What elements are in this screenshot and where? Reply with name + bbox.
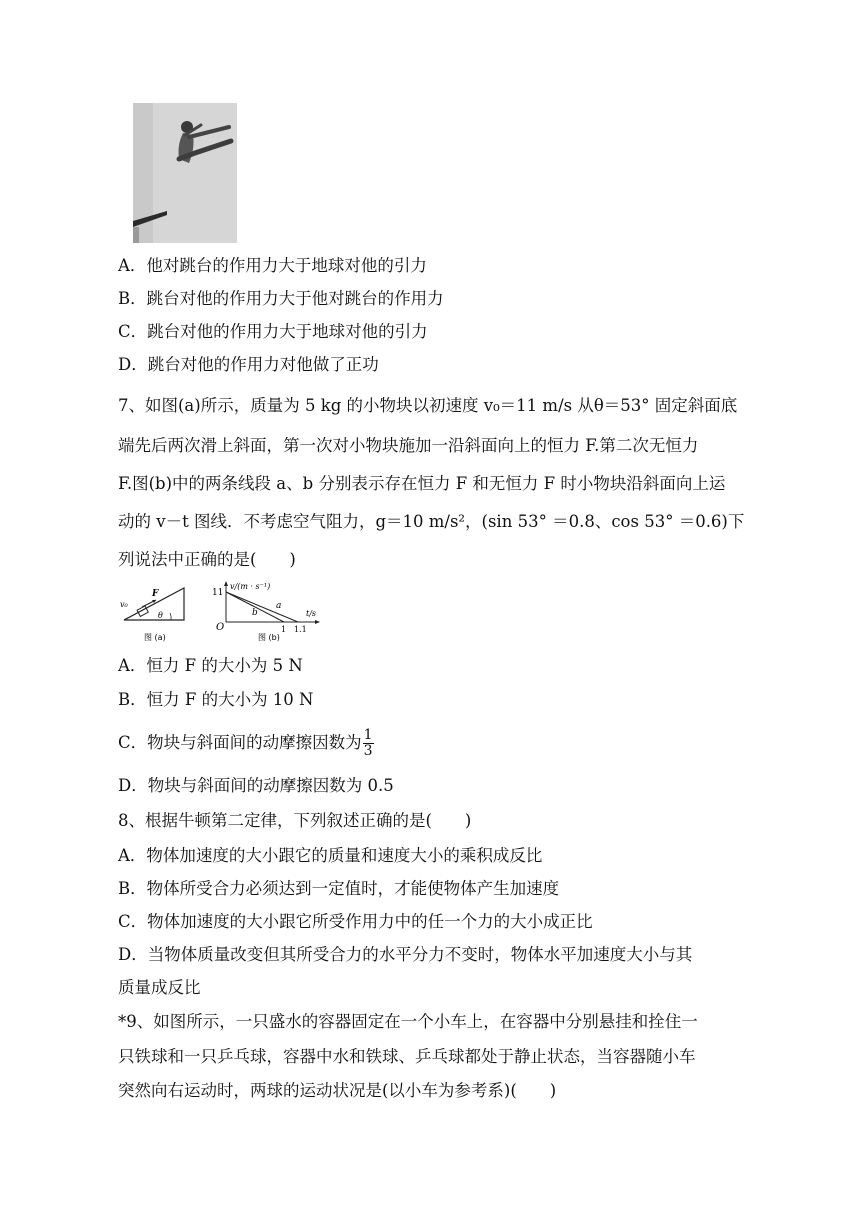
figure-a bbox=[120, 588, 184, 642]
q6-option-a: A．他对跳台的作用力大于地球对他的引力 bbox=[118, 256, 427, 275]
q8-stem: 8、根据牛顿第二定律，下列叙述正确的是( ) bbox=[118, 811, 472, 830]
fig-b-line-b-label: b bbox=[252, 608, 258, 618]
q6-option-d: D．跳台对他的作用力对他做了正功 bbox=[118, 355, 379, 374]
figure-b bbox=[212, 581, 320, 642]
q7-stem-line-5: 列说法中正确的是( ) bbox=[118, 550, 296, 569]
q7-option-a: A．恒力 F 的大小为 5 N bbox=[118, 656, 303, 675]
q9-stem-line-2: 只铁球和一只乒乓球，容器中水和铁球、乒乓球都处于静止状态，当容器随小车 bbox=[118, 1047, 696, 1066]
q7-stem-line-2: 端先后两次滑上斜面，第一次对小物块施加一沿斜面向上的恒力 F.第二次无恒力 bbox=[118, 436, 699, 455]
fig-a-theta-label: θ bbox=[158, 611, 163, 620]
q8-option-b: B．物体所受合力必须达到一定值时，才能使物体产生加速度 bbox=[118, 879, 560, 898]
q8-option-d-continued: 质量成反比 bbox=[118, 978, 201, 997]
fig-b-origin: O bbox=[216, 622, 225, 633]
fraction-numerator: 1 bbox=[363, 727, 373, 743]
fig-a-force-label: F bbox=[152, 589, 159, 599]
q9-stem-line-1: *9、如图所示，一只盛水的容器固定在一个小车上，在容器中分别悬挂和拴住一 bbox=[118, 1012, 698, 1031]
q7-option-d: D．物块与斜面间的动摩擦因数为 0.5 bbox=[118, 776, 394, 795]
fig-b-x11: 1.1 bbox=[294, 625, 307, 634]
q7-stem-line-3: F.图(b)中的两条线段 a、b 分别表示存在恒力 F 和无恒力 F 时小物块沿斜面向上运 bbox=[118, 474, 726, 493]
q7-figure-svg bbox=[118, 580, 338, 646]
q7-option-c-text: C．物块与斜面间的动摩擦因数为 bbox=[118, 733, 362, 752]
diver-photo bbox=[133, 103, 237, 243]
q8-option-c: C．物体加速度的大小跟它所受作用力中的任一个力的大小成正比 bbox=[118, 912, 593, 931]
fig-b-yaxis-label: v/(m · s⁻¹) bbox=[230, 582, 271, 591]
fraction-one-third bbox=[363, 728, 374, 759]
q7-option-b: B．恒力 F 的大小为 10 N bbox=[118, 690, 314, 709]
q8-option-a: A．物体加速度的大小跟它的质量和速度大小的乘积成反比 bbox=[118, 846, 543, 865]
diver-illustration bbox=[133, 103, 237, 243]
fig-b-xaxis-label: t/s bbox=[306, 609, 317, 618]
fraction-denominator: 3 bbox=[363, 743, 373, 759]
fig-b-line-a-label: a bbox=[276, 601, 282, 611]
fig-b-x1: 1 bbox=[281, 625, 287, 634]
q6-option-b: B．跳台对他的作用力大于他对跳台的作用力 bbox=[118, 289, 444, 308]
q7-stem-line-1: 7、如图(a)所示，质量为 5 kg 的小物块以初速度 v₀＝11 m/s 从θ＝53° 固定斜面底 bbox=[118, 396, 738, 415]
q6-option-c: C．跳台对他的作用力大于地球对他的引力 bbox=[118, 322, 428, 341]
q7-figure bbox=[118, 580, 338, 646]
line-a bbox=[226, 592, 298, 622]
fig-b-caption: 图 (b) bbox=[258, 633, 280, 642]
q7-option-c bbox=[118, 728, 374, 759]
fig-a-caption: 图 (a) bbox=[144, 633, 166, 642]
q8-option-d: D．当物体质量改变但其所受合力的水平分力不变时，物体水平加速度大小与其 bbox=[118, 945, 693, 964]
q9-stem-line-3: 突然向右运动时，两球的运动状况是(以小车为参考系)( ) bbox=[118, 1081, 557, 1100]
fig-b-y11: 11 bbox=[212, 588, 224, 598]
fig-a-v0-label: v₀ bbox=[120, 600, 128, 609]
q7-stem-line-4: 动的 v－t 图线．不考虑空气阻力，g＝10 m/s²，(sin 53° ＝0.8、cos 53° ＝0.6)下 bbox=[118, 512, 745, 531]
